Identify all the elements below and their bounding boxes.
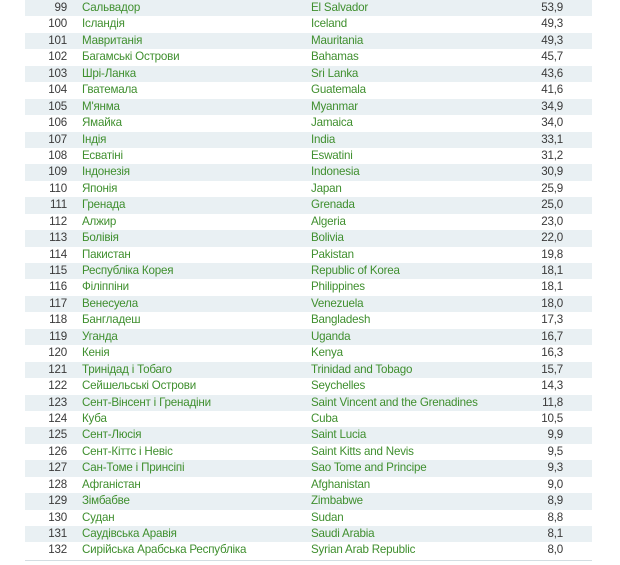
table-row — [25, 164, 592, 180]
rank-cell: 120 — [48, 346, 67, 360]
rank-cell: 102 — [48, 50, 67, 64]
rank-cell: 108 — [48, 148, 67, 162]
rank-cell: 105 — [48, 99, 67, 113]
table-row — [25, 0, 592, 16]
rank-cell: 109 — [48, 165, 67, 179]
country-name-ua-cell: Гренада — [82, 198, 126, 212]
value-cell: 31,2 — [541, 148, 563, 162]
rank-cell: 110 — [49, 181, 67, 195]
table-row — [25, 510, 592, 526]
table-row — [25, 132, 592, 148]
country-name-ua-cell: Есватіні — [82, 148, 123, 162]
country-name-ua-cell: Болівія — [82, 231, 119, 245]
value-cell: 18,0 — [541, 296, 563, 310]
table-row — [25, 148, 592, 164]
value-cell: 45,7 — [541, 50, 563, 64]
country-name-en-cell: Mauritania — [311, 33, 364, 47]
country-name-ua-cell: Зімбабве — [82, 494, 130, 508]
country-name-ua-cell: Куба — [82, 411, 107, 425]
value-cell: 16,7 — [541, 329, 563, 343]
country-name-en-cell: Saint Lucia — [311, 428, 367, 442]
country-name-en-cell: Japan — [311, 181, 342, 195]
country-name-ua-cell: Ісландія — [82, 17, 125, 31]
country-name-en-cell: Seychelles — [311, 379, 366, 393]
value-cell: 25,9 — [541, 181, 563, 195]
rank-cell: 103 — [48, 66, 67, 80]
table-row — [25, 395, 592, 411]
rank-cell: 106 — [48, 116, 67, 130]
value-cell: 19,8 — [541, 247, 563, 261]
country-name-ua-cell: Ямайка — [82, 116, 122, 130]
country-name-en-cell: Bahamas — [311, 50, 359, 64]
country-name-en-cell: Bolivia — [311, 231, 344, 245]
rank-cell: 124 — [48, 411, 67, 425]
value-cell: 18,1 — [541, 264, 563, 277]
value-cell: 8,8 — [547, 510, 563, 524]
table-row — [25, 526, 592, 542]
country-name-en-cell: Pakistan — [311, 247, 354, 261]
country-name-en-cell: Saint Kitts and Nevis — [311, 444, 414, 458]
value-cell: 9,9 — [547, 428, 563, 442]
country-name-ua-cell: Судан — [82, 510, 115, 524]
country-name-en-cell: Cuba — [311, 411, 338, 425]
rank-cell: 121 — [48, 362, 67, 376]
country-name-en-cell: Bangladesh — [311, 313, 371, 327]
value-cell: 15,7 — [541, 362, 563, 376]
table-row — [25, 16, 592, 32]
rank-cell: 112 — [49, 214, 67, 228]
country-name-ua-cell: Сент-Люсія — [82, 428, 142, 442]
table-row — [25, 99, 592, 115]
table-row — [25, 329, 592, 345]
rank-cell: 122 — [48, 379, 67, 393]
rank-cell: 126 — [48, 444, 67, 458]
country-name-en-cell: India — [311, 132, 336, 146]
value-cell: 22,0 — [541, 231, 563, 245]
table-row — [25, 115, 592, 131]
country-name-ua-cell: Філіппіни — [82, 280, 129, 294]
country-name-en-cell: Jamaica — [311, 116, 353, 130]
table-row — [25, 378, 592, 394]
country-name-en-cell: Sao Tome and Principe — [311, 461, 427, 475]
country-name-ua-cell: Республіка Корея — [82, 264, 174, 277]
country-name-en-cell: Zimbabwe — [311, 494, 363, 508]
table-row — [25, 82, 592, 98]
country-name-en-cell: Afghanistan — [311, 477, 371, 491]
value-cell: 9,5 — [547, 444, 563, 458]
table-row — [25, 345, 592, 361]
country-name-en-cell: Saudi Arabia — [311, 527, 375, 540]
rank-cell: 99 — [54, 1, 67, 14]
table-row — [25, 427, 592, 443]
table-row — [25, 214, 592, 230]
table-row — [25, 411, 592, 427]
country-name-ua-cell: Гватемала — [82, 83, 138, 97]
rank-cell: 113 — [49, 231, 67, 245]
value-cell: 9,3 — [547, 461, 563, 475]
country-name-en-cell: Algeria — [311, 214, 346, 228]
table-row — [25, 66, 592, 82]
value-cell: 34,9 — [541, 99, 563, 113]
country-name-ua-cell: Уганда — [82, 329, 118, 343]
table-row — [25, 460, 592, 476]
rank-cell: 100 — [48, 17, 67, 31]
table-row — [25, 444, 592, 460]
rank-cell: 101 — [48, 33, 67, 47]
country-name-en-cell: Philippines — [311, 280, 365, 294]
rank-cell: 130 — [48, 510, 67, 524]
table-row — [25, 493, 592, 509]
country-name-ua-cell: Кенія — [82, 346, 110, 360]
value-cell: 10,5 — [541, 411, 563, 425]
country-name-en-cell: Republic of Korea — [311, 264, 400, 277]
value-cell: 43,6 — [541, 66, 563, 80]
table-row — [25, 181, 592, 197]
ranking-table — [25, 0, 592, 559]
rank-cell: 131 — [48, 527, 67, 540]
rank-cell: 127 — [48, 461, 67, 475]
value-cell: 14,3 — [541, 379, 563, 393]
value-cell: 49,3 — [541, 33, 563, 47]
value-cell: 11,8 — [542, 395, 563, 409]
country-name-en-cell: El Salvador — [311, 1, 369, 14]
country-name-en-cell: Saint Vincent and the Grenadines — [311, 395, 478, 409]
country-name-en-cell: Eswatini — [311, 148, 353, 162]
country-name-ua-cell: Мавританія — [82, 33, 143, 47]
value-cell: 23,0 — [541, 214, 563, 228]
country-name-ua-cell: Сальвадор — [82, 1, 141, 14]
country-name-ua-cell: Сент-Вінсент і Гренадіни — [82, 395, 211, 409]
rank-cell: 118 — [49, 313, 67, 327]
country-name-ua-cell: Бангладеш — [82, 313, 141, 327]
table-row — [25, 33, 592, 49]
value-cell: 53,9 — [541, 1, 563, 14]
country-name-ua-cell: Індонезія — [82, 165, 130, 179]
table-row — [25, 197, 592, 213]
value-cell: 8,9 — [547, 494, 563, 508]
value-cell: 34,0 — [541, 116, 563, 130]
table-bottom-rule — [25, 560, 592, 561]
country-name-ua-cell: Сирійська Арабська Республіка — [82, 543, 247, 557]
value-cell: 9,0 — [547, 477, 563, 491]
rank-cell: 132 — [48, 543, 67, 557]
value-cell: 18,1 — [541, 280, 563, 294]
country-name-en-cell: Kenya — [311, 346, 343, 360]
table-row — [25, 477, 592, 493]
country-name-en-cell: Grenada — [311, 198, 355, 212]
country-name-ua-cell: Індія — [82, 132, 107, 146]
country-name-en-cell: Venezuela — [311, 296, 364, 310]
rank-cell: 129 — [48, 494, 67, 508]
value-cell: 49,3 — [541, 17, 563, 31]
country-name-ua-cell: Шрі-Ланка — [82, 66, 136, 80]
value-cell: 8,0 — [547, 543, 563, 557]
rank-cell: 114 — [49, 247, 67, 261]
value-cell: 33,1 — [541, 132, 563, 146]
country-name-en-cell: Syrian Arab Republic — [311, 543, 416, 557]
country-name-ua-cell: Сейшельські Острови — [82, 379, 197, 393]
rank-cell: 119 — [49, 329, 67, 343]
table-row — [25, 230, 592, 246]
rank-cell: 117 — [49, 296, 67, 310]
country-name-ua-cell: Сан-Томе і Принсіпі — [82, 461, 185, 475]
value-cell: 17,3 — [541, 313, 563, 327]
country-name-en-cell: Sri Lanka — [311, 66, 359, 80]
value-cell: 41,6 — [541, 83, 563, 97]
table-row — [25, 279, 592, 295]
country-name-ua-cell: Саудівська Аравія — [82, 527, 177, 540]
country-name-ua-cell: М'янма — [82, 99, 120, 113]
table-row — [25, 312, 592, 328]
country-name-en-cell: Sudan — [311, 510, 344, 524]
table-row — [25, 263, 592, 279]
rank-cell: 111 — [49, 198, 67, 212]
value-cell: 25,0 — [541, 198, 563, 212]
rank-cell: 104 — [48, 83, 67, 97]
rank-cell: 116 — [49, 280, 67, 294]
country-name-ua-cell: Пакистан — [82, 247, 131, 261]
rank-cell: 128 — [48, 477, 67, 491]
country-name-en-cell: Uganda — [311, 329, 351, 343]
country-name-en-cell: Guatemala — [311, 83, 366, 97]
value-cell: 30,9 — [541, 165, 563, 179]
table-row — [25, 542, 592, 558]
table-row — [25, 247, 592, 263]
country-name-ua-cell: Алжир — [82, 214, 117, 228]
country-name-ua-cell: Тринідад і Тобаго — [82, 362, 172, 376]
rank-cell: 107 — [48, 132, 67, 146]
rank-cell: 123 — [48, 395, 67, 409]
table-row — [25, 296, 592, 312]
value-cell: 8,1 — [547, 527, 563, 540]
country-name-ua-cell: Японія — [82, 181, 118, 195]
table-row — [25, 49, 592, 65]
country-name-ua-cell: Афганістан — [82, 477, 141, 491]
rank-cell: 125 — [48, 428, 67, 442]
country-name-ua-cell: Сент-Кіттс і Невіс — [82, 444, 173, 458]
country-name-ua-cell: Багамські Острови — [82, 50, 180, 64]
rank-cell: 115 — [49, 264, 67, 277]
table-row — [25, 362, 592, 378]
country-name-ua-cell: Венесуела — [82, 296, 138, 310]
country-name-en-cell: Trinidad and Tobago — [311, 362, 413, 376]
country-name-en-cell: Myanmar — [311, 99, 358, 113]
value-cell: 16,3 — [541, 346, 563, 360]
country-name-en-cell: Indonesia — [311, 165, 360, 179]
country-name-en-cell: Iceland — [311, 17, 347, 31]
